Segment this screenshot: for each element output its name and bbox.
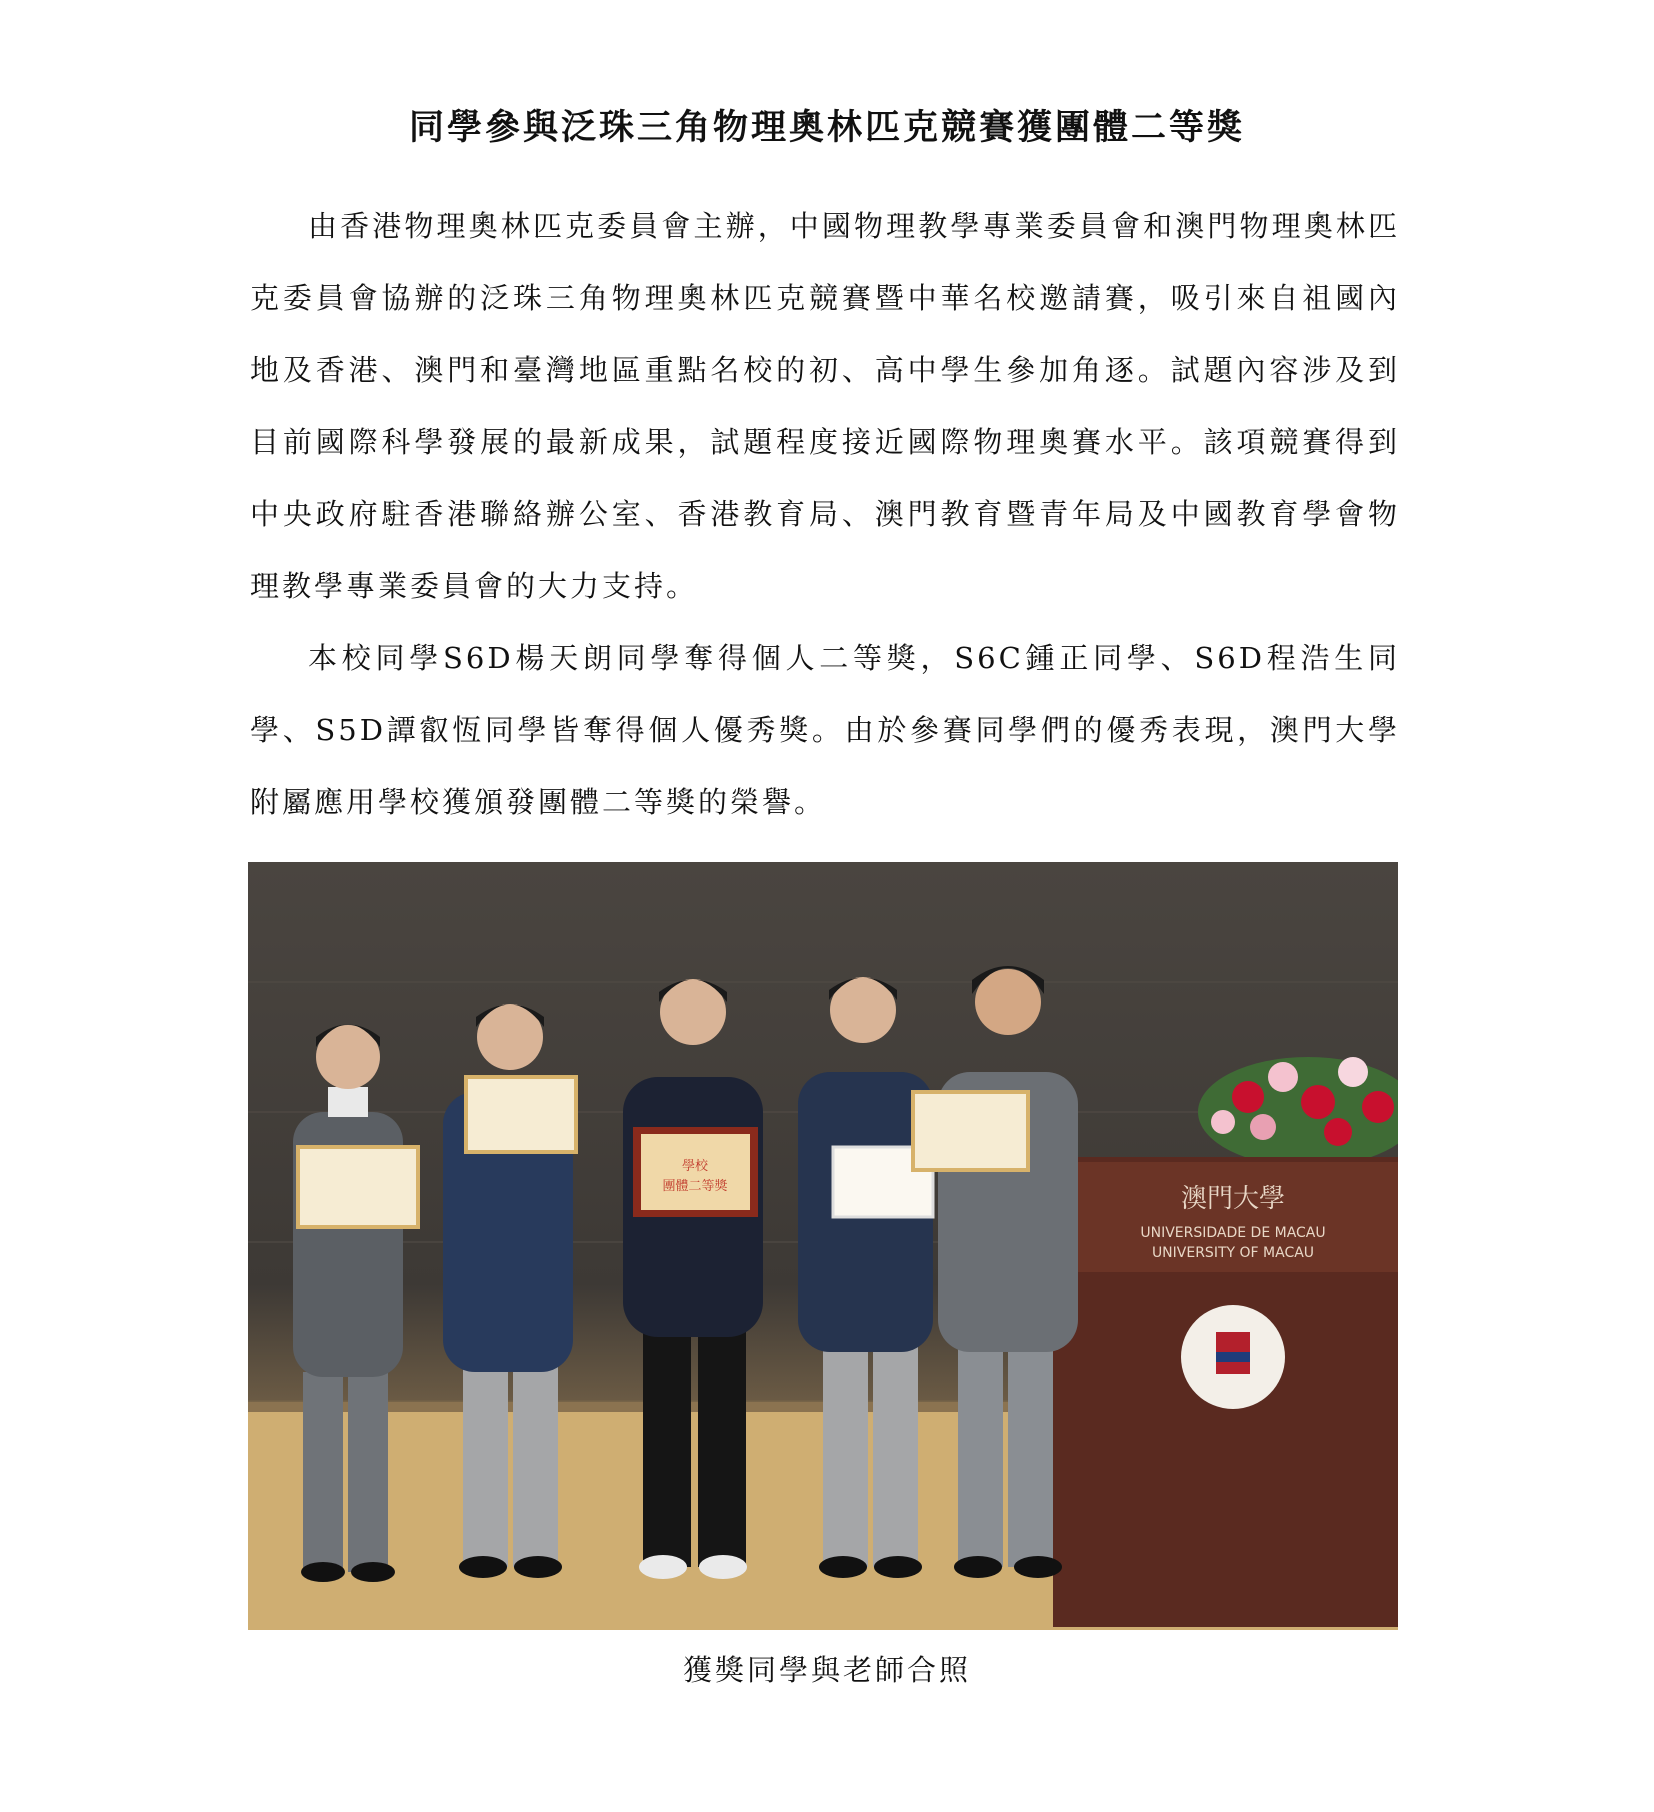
certificate-1: [298, 1147, 418, 1227]
podium-text-pt: UNIVERSIDADE DE MACAU: [1140, 1225, 1326, 1241]
flower-arrangement: [1198, 1057, 1398, 1167]
podium-text-en: UNIVERSITY OF MACAU: [1151, 1245, 1315, 1261]
podium: [1053, 1157, 1398, 1627]
article-body: [250, 190, 1400, 838]
paragraph-1: 由香港物理奧林匹克委員會主辦，中國物理教學專業委員會和澳門物理奧林匹克委員會協辦的泛珠三角物理奧林匹克競賽暨中華名校邀請賽，吸引來自祖國內地及香港、澳門和臺灣地區重點名校的初、高中學生參加角逐。試題內容涉及到目前國際科學發展的最新成果，試題程度接近國際物理奧賽水平。該項競賽得到中央政府駐香港聯絡辦公室、香港教育局、澳門教育暨青年局及中國教育學會物理教學專業委員會的大力支持。: [250, 209, 1400, 603]
award-plaque: [633, 1127, 758, 1217]
plaque-line-2: 團體二等獎: [662, 1179, 728, 1194]
certificate-2: [466, 1077, 576, 1152]
podium-text-cn: 澳門大學: [1180, 1184, 1286, 1214]
page-title: 同學參與泛珠三角物理奧林匹克競賽獲團體二等獎: [408, 107, 1245, 148]
certificate-5: [913, 1092, 1028, 1170]
group-photo: [248, 862, 1398, 1630]
paragraph-2: 本校同學S6D楊天朗同學奪得個人二等獎，S6C鍾正同學、S6D程浩生同學、S5D譚叡恆同學皆奪得個人優秀獎。由於參賽同學們的優秀表現，澳門大學附屬應用學校獲頒發團體二等獎的榮譽。: [250, 641, 1400, 819]
plaque-line-1: 學校: [681, 1159, 709, 1174]
photo-caption: 獲獎同學與老師合照: [682, 1653, 971, 1687]
